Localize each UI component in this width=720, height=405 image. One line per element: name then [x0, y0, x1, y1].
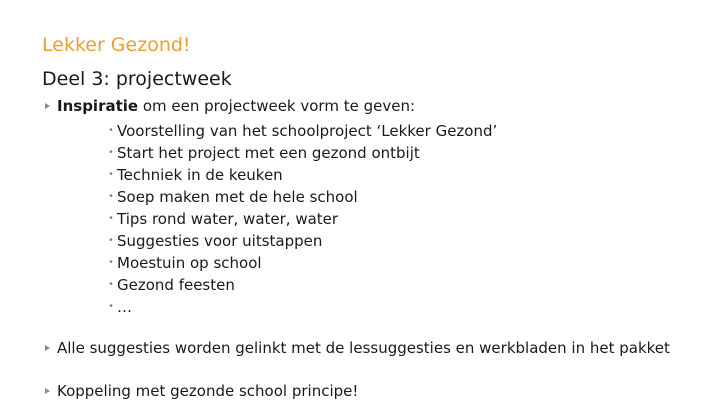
dot-bullet-icon: • — [108, 256, 114, 268]
dot-bullet-icon: • — [108, 278, 114, 290]
triangle-bullet-icon — [45, 103, 50, 109]
dot-bullet-icon: • — [108, 146, 114, 158]
bullet-alle-suggesties — [45, 339, 670, 357]
bullet-text: Alle suggesties worden gelinkt met de lessuggesties en werkbladen in het pakket — [57, 339, 670, 357]
list-item — [108, 164, 497, 186]
list-item — [108, 186, 497, 208]
list-item-text: Suggesties voor uitstappen — [117, 232, 323, 250]
list-item — [108, 274, 497, 296]
slide-subtitle: Deel 3: projectweek — [42, 68, 232, 90]
list-item-text: Tips rond water, water, water — [117, 210, 339, 228]
dot-bullet-icon: • — [108, 190, 114, 202]
list-item-text: Voorstelling van het schoolproject ‘Lekker Gezond’ — [117, 122, 498, 140]
list-item — [108, 230, 497, 252]
dot-bullet-icon: • — [108, 234, 114, 246]
list-item — [108, 208, 497, 230]
dot-bullet-icon: • — [108, 212, 114, 224]
bullet-text: om een projectweek vorm te geven: — [138, 97, 416, 115]
list-item-text: Moestuin op school — [117, 254, 262, 272]
dot-bullet-icon: • — [108, 300, 114, 312]
bullet-text: Koppeling met gezonde school principe! — [57, 382, 359, 400]
list-item — [108, 252, 497, 274]
list-item-text: Soep maken met de hele school — [117, 188, 358, 206]
dot-bullet-icon: • — [108, 124, 114, 136]
sub-bullet-list — [108, 120, 497, 318]
list-item-text: … — [117, 298, 132, 316]
list-item — [108, 142, 497, 164]
list-item-text: Techniek in de keuken — [117, 166, 283, 184]
list-item-text: Gezond feesten — [117, 276, 235, 294]
list-item — [108, 296, 497, 318]
list-item-text: Start het project met een gezond ontbijt — [117, 144, 420, 162]
bullet-inspiratie — [45, 97, 415, 115]
list-item — [108, 120, 497, 142]
bullet-bold-text: Inspiratie — [57, 97, 139, 115]
slide-title: Lekker Gezond! — [42, 34, 191, 56]
triangle-bullet-icon — [45, 388, 50, 394]
bullet-koppeling — [45, 382, 358, 400]
dot-bullet-icon: • — [108, 168, 114, 180]
triangle-bullet-icon — [45, 345, 50, 351]
